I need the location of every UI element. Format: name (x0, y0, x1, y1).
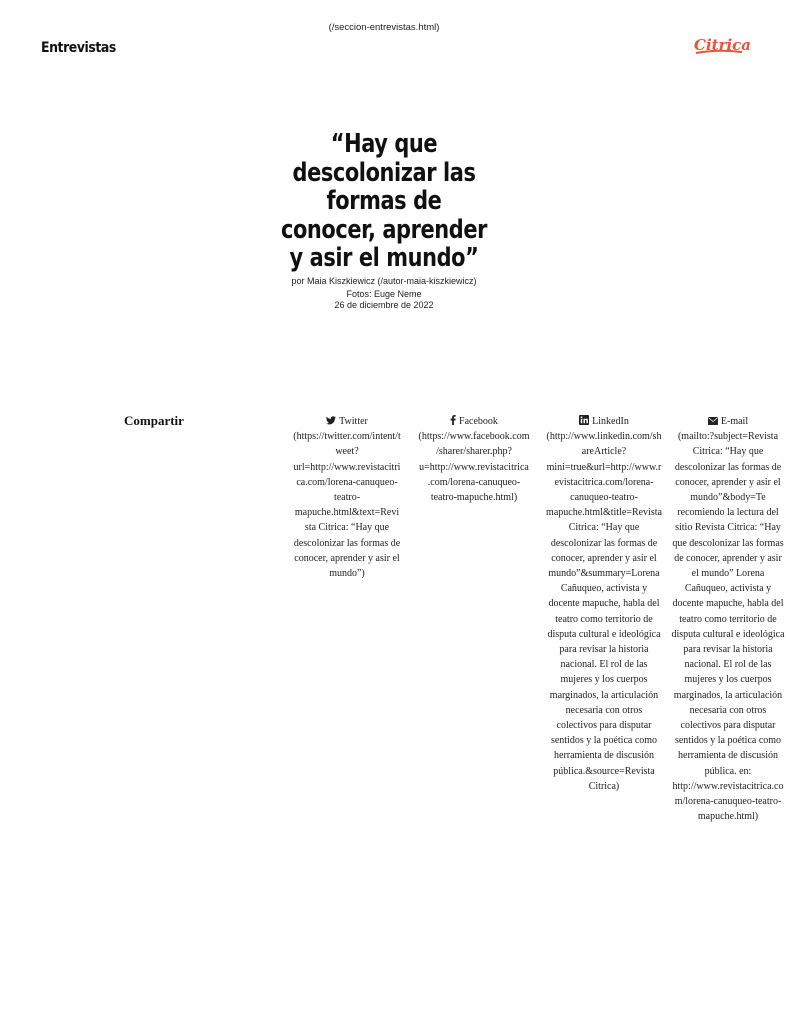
section-title[interactable]: Entrevistas (41, 40, 116, 56)
facebook-icon (450, 415, 456, 425)
logo-text: Citrica (694, 36, 752, 54)
linkedin-icon (579, 415, 589, 425)
share-linkedin-link[interactable] (546, 414, 662, 794)
facebook-href: (https://www.facebook.com/sharer/sharer.php?u=http://www.revistacitrica.com/lorena-canuqueo-teatro-mapuche.html) (418, 431, 530, 504)
twitter-href: (https://twitter.com/intent/tweet?url=http://www.revistacitrica.com/lorena-canuqueo-teatro-mapuche.html&text=Revista Citrica: “Hay que descolonizar las formas de conocer, aprender y asir el mundo”) (293, 431, 401, 580)
article-title: “Hay que descolonizar las formas de conocer, aprender y asir el mundo” (280, 129, 487, 273)
facebook-label: Facebook (459, 416, 498, 427)
twitter-icon (326, 416, 336, 425)
email-href: (mailto:?subject=Revista Citrica: “Hay que descolonizar las formas de conocer, aprender y asir el mundo”&body=Te recomiendo la lectura del sitio Revista Citrica: “Hay que descolonizar las formas de conocer, aprender y asir el mundo” Lorena Cañuqueo, activista y docente mapuche, habla del teatro como territorio de disputa cultural e ideológica para revisar la historia nacional. El rol de las mujeres y los cuerpos marginados, la articulación necesaria con otros colectivos para disputar sentidos y la poética como herramienta de discusión pública. en: http://www.revistacitrica.com/lorena-canuqueo-teatro-mapuche.html) (671, 431, 785, 823)
twitter-label: Twitter (339, 416, 368, 427)
linkedin-label: LinkedIn (592, 416, 629, 427)
share-facebook-link[interactable] (418, 414, 530, 505)
section-link[interactable]: (/seccion-entrevistas.html) (328, 22, 440, 33)
share-twitter-link[interactable] (293, 414, 401, 581)
email-label: E-mail (720, 416, 749, 427)
citrica-logo[interactable] (692, 32, 752, 58)
article-date: 26 de diciembre de 2022 (334, 300, 434, 310)
linkedin-href: (http://www.linkedin.com/shareArticle?mini=true&url=http://www.revistacitrica.com/lorena-canuqueo-teatro-mapuche.html&title=Revista Citrica: “Hay que descolonizar las formas de conocer, aprender y asir el mundo”&summary=Lorena Cañuqueo, activista y docente mapuche, habla del teatro como territorio de disputa cultural e ideológica para revisar la historia nacional. El rol de las mujeres y los cuerpos marginados, la articulación necesaria con otros colectivos para disputar sentidos y la poética como herramienta de discusión pública.&source=Revista Citrica) (546, 431, 662, 792)
article-byline[interactable]: por Maia Kiszkiewicz (/autor-maia-kiszkiewicz) (291, 276, 477, 286)
share-email-link[interactable] (670, 414, 786, 824)
share-label: Compartir (124, 413, 184, 428)
article-photos-credit: Fotos: Euge Neme (346, 289, 422, 299)
envelope-icon (708, 417, 718, 425)
